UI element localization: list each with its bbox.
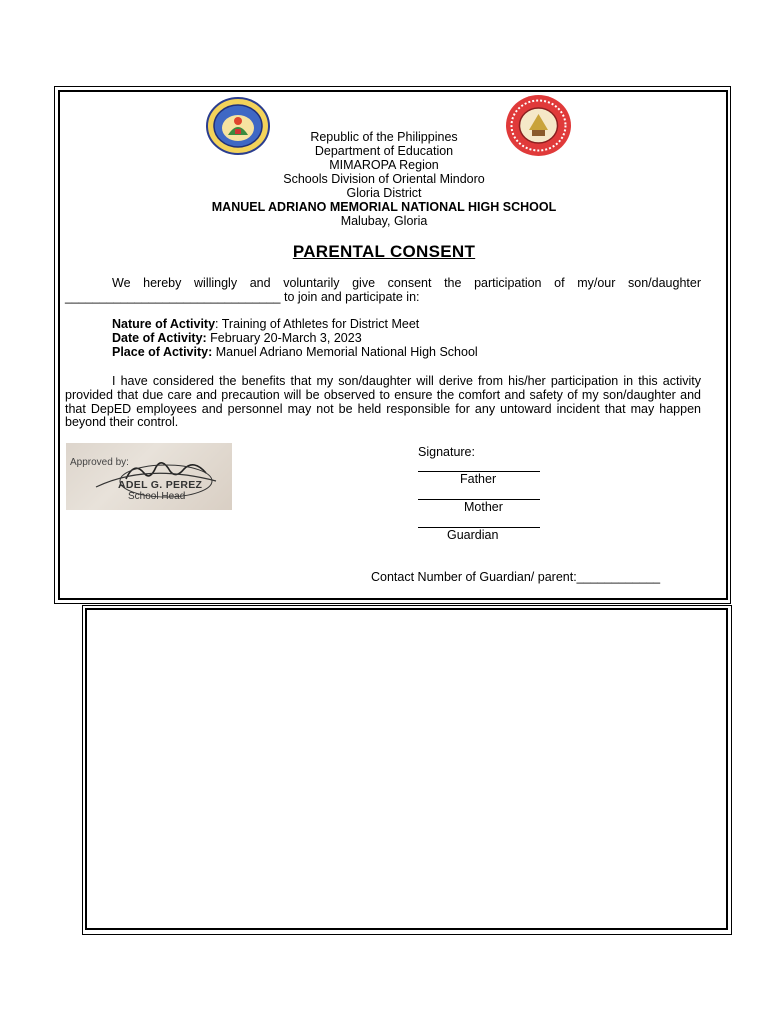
consent-paragraph xyxy=(65,277,701,305)
contact-number xyxy=(371,570,660,584)
consideration-paragraph: I have considered the benefits that my son/daughter will derive from his/her participation in this activity provided that due care and precaution will be observed to ensure the comfort and safety of my son/daughter and that DepED employees and personnel may not be held responsible for any untoward incident that may happen beyond their control. xyxy=(65,374,701,430)
blank-panel xyxy=(85,608,728,930)
school-address: Malubay, Gloria xyxy=(340,214,428,228)
header-line-department: Department of Education xyxy=(314,144,454,158)
place-of-activity xyxy=(112,346,478,360)
father-label: Father xyxy=(460,472,497,486)
nature-of-activity xyxy=(112,318,478,332)
header-line-division: Schools Division of Oriental Mindoro xyxy=(283,172,485,186)
signature-label: Signature: xyxy=(418,445,475,459)
contact-number-blank[interactable]: ____________ xyxy=(576,570,661,584)
mother-label: Mother xyxy=(464,500,503,514)
header-line-district: Gloria District xyxy=(346,186,422,200)
consent-text-end: to join and participate in: xyxy=(280,289,420,304)
student-name-blank[interactable]: _______________________________ xyxy=(65,289,281,304)
place-label: Place of Activity: xyxy=(112,344,213,359)
consent-text: We hereby willingly and voluntarily give consent the participation of my/our son/daughter xyxy=(112,276,701,290)
letterhead xyxy=(200,130,568,228)
approver-name: ADEL G. PEREZ xyxy=(118,479,203,491)
header-line-region: MIMAROPA Region xyxy=(329,158,439,172)
approver-position: School Head xyxy=(128,491,186,502)
header-line-republic: Republic of the Philippines xyxy=(310,130,458,144)
school-name: MANUEL ADRIANO MEMORIAL NATIONAL HIGH SCHOOL xyxy=(211,200,557,214)
place-value: Manuel Adriano Memorial National High School xyxy=(212,344,478,359)
date-of-activity xyxy=(112,332,478,346)
approved-by-label: Approved by: xyxy=(70,457,129,468)
nature-value: : Training of Athletes for District Meet xyxy=(215,317,420,331)
approval-signature-image xyxy=(66,443,232,510)
guardian-label: Guardian xyxy=(447,528,499,542)
activity-details xyxy=(112,318,478,359)
nature-label: Nature of Activity xyxy=(112,317,216,331)
contact-label: Contact Number of Guardian/ parent: xyxy=(371,570,577,584)
date-value: February 20-March 3, 2023 xyxy=(206,330,362,345)
date-label: Date of Activity: xyxy=(112,330,207,345)
document-title: PARENTAL CONSENT xyxy=(292,242,476,261)
